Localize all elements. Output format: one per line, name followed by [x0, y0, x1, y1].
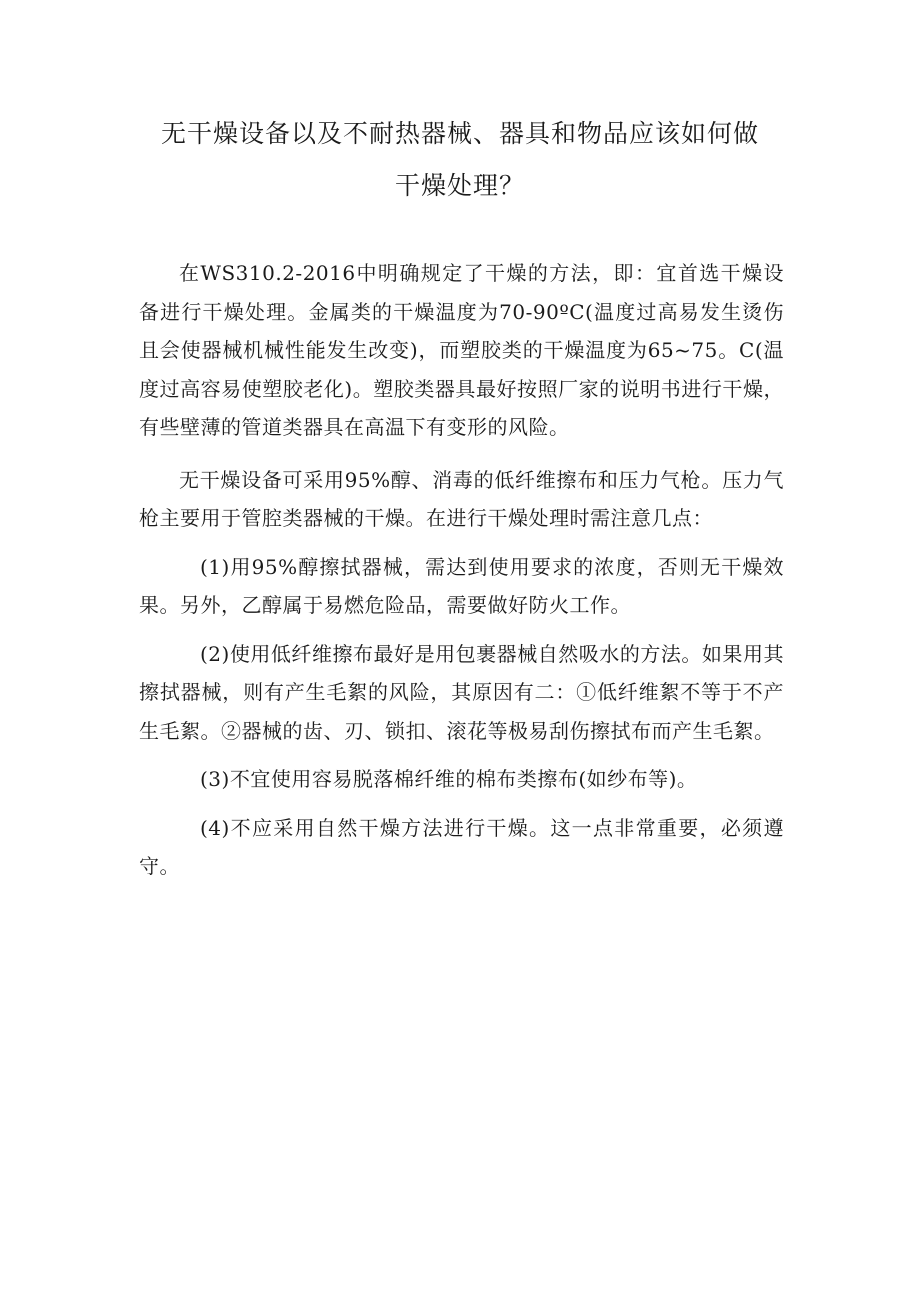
paragraph-no-dryer-methods: 无干燥设备可采用95%醇、消毒的低纤维擦布和压力气枪。压力气枪主要用于管腔类器械的干燥。在进行干燥处理时需注意几点： — [139, 467, 784, 530]
document-title-line2: 干燥处理？ — [394, 171, 525, 200]
document-title-line1: 无干燥设备以及不耐热器械、器具和物品应该如何做 — [160, 119, 759, 148]
paragraph-item-1-alcohol: (1)用95%醇擦拭器械，需达到使用要求的浓度，否则无干燥效果。另外，乙醇属于易燃危险品，需要做好防火工作。 — [139, 554, 784, 617]
paragraph-item-2-lint-free-cloth: (2)使用低纤维擦布最好是用包裹器械自然吸水的方法。如果用其擦拭器械，则有产生毛絮的风险，其原因有二：①低纤维絮不等于不产生毛絮。②器械的齿、刃、锁扣、滚花等极易刮伤擦拭布而产生毛絮。 — [139, 641, 784, 743]
paragraph-item-4-natural-drying: (4)不应采用自然干燥方法进行干燥。这一点非常重要，必须遵守。 — [139, 815, 784, 878]
document-body — [139, 254, 784, 896]
document-title — [120, 108, 800, 212]
paragraph-drying-standard: 在WS310.2-2016中明确规定了干燥的方法，即：宜首选干燥设备进行干燥处理。金属类的干燥温度为70-90ºC(温度过高易发生烫伤且会使器械机械性能发生改变)，而塑胶类的干燥温度为65~75。C(温度过高容易使塑胶老化)。塑胶类器具最好按照厂家的说明书进行干燥，有些壁薄的管道类器具在高温下有变形的风险。 — [139, 261, 784, 439]
paragraph-item-3-cotton-cloth: (3)不宜使用容易脱落棉纤维的棉布类擦布(如纱布等)。 — [200, 767, 698, 791]
